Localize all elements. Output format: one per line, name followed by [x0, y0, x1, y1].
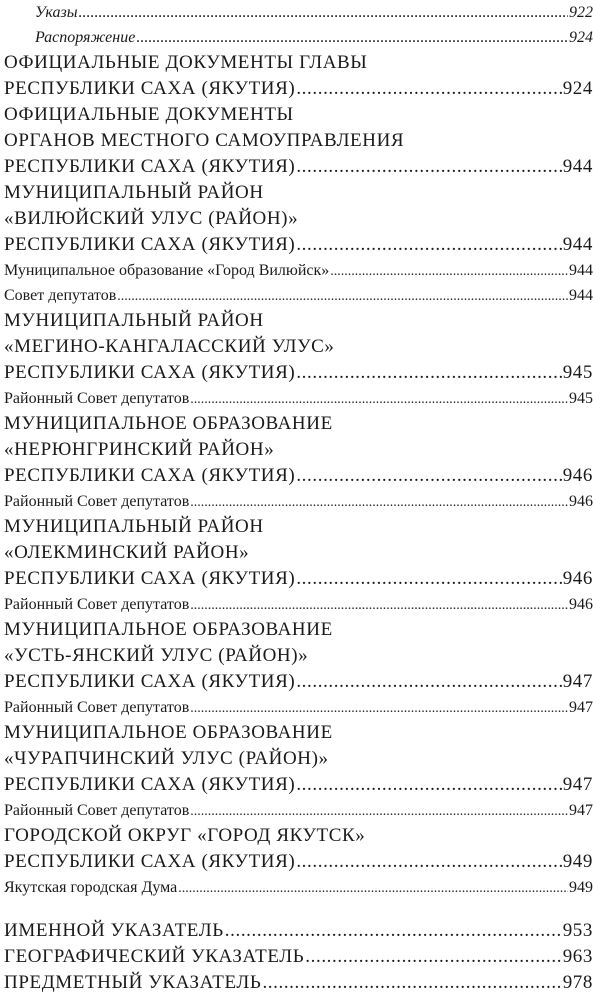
toc-entry-label: Совет депутатов: [4, 287, 117, 304]
toc-heading-line: [4, 128, 593, 154]
toc-page-number: 978: [562, 972, 593, 993]
toc-heading-line: [4, 180, 593, 206]
toc-page-number: 944: [562, 234, 593, 255]
toc-heading-line: [4, 437, 593, 463]
toc-heading-line: [4, 514, 593, 540]
toc-entry: [4, 154, 593, 180]
toc-entry-label: Районный Совет депутатов: [4, 699, 190, 716]
toc-page-number: 945: [562, 362, 593, 383]
toc-entry-label: МУНИЦИПАЛЬНЫЙ РАЙОН: [4, 310, 264, 331]
toc-entry-label: РЕСПУБЛИКИ САХА (ЯКУТИЯ): [4, 671, 296, 692]
toc-heading-line: [4, 334, 593, 360]
section-spacer: [4, 900, 593, 918]
toc-entry: [4, 360, 593, 386]
toc-entry: [4, 258, 593, 283]
toc-page-number: 953: [562, 920, 593, 941]
toc-page-number: 944: [562, 156, 593, 177]
toc-entry: [4, 566, 593, 592]
dot-leader: [296, 669, 561, 695]
toc-entry-label: ОФИЦИАЛЬНЫЕ ДОКУМЕНТЫ: [4, 104, 294, 125]
toc-heading-line: [4, 540, 593, 566]
toc-entry-label: РЕСПУБЛИКИ САХА (ЯКУТИЯ): [4, 78, 296, 99]
dot-leader: [296, 566, 561, 592]
toc-heading-line: [4, 102, 593, 128]
toc-entry-label: Муниципальное образование «Город Вилюйск»: [4, 262, 330, 279]
toc-heading-line: [4, 617, 593, 643]
toc-entry-label: РЕСПУБЛИКИ САХА (ЯКУТИЯ): [4, 465, 296, 486]
toc-entry-label: РЕСПУБЛИКИ САХА (ЯКУТИЯ): [4, 774, 296, 795]
toc-entry: [4, 798, 593, 823]
toc-entry: [4, 76, 593, 102]
toc-entry: [4, 386, 593, 411]
toc-entry-label: МУНИЦИПАЛЬНЫЙ РАЙОН: [4, 516, 264, 537]
toc-entry-label: ГОРОДСКОЙ ОКРУГ «ГОРОД ЯКУТСК»: [4, 825, 366, 846]
toc-heading-line: [4, 50, 593, 76]
toc-entry: [4, 0, 593, 25]
toc-page-number: 946: [569, 596, 593, 613]
dot-leader: [296, 154, 561, 180]
dot-leader: [296, 232, 561, 258]
toc-entry-label: «УСТЬ-ЯНСКИЙ УЛУС (РАЙОН)»: [4, 645, 309, 666]
toc-heading-line: [4, 720, 593, 746]
toc-entry: [4, 489, 593, 514]
toc-entry-label: «ОЛЕКМИНСКИЙ РАЙОН»: [4, 542, 250, 563]
toc-entry-label: ОРГАНОВ МЕСТНОГО САМОУПРАВЛЕНИЯ: [4, 130, 405, 151]
dot-leader: [190, 386, 568, 411]
toc-page-number: 946: [562, 568, 593, 589]
toc-entry: [4, 875, 593, 900]
toc-entry: [4, 669, 593, 695]
dot-leader: [190, 489, 568, 514]
toc-heading-line: [4, 643, 593, 669]
dot-leader: [296, 463, 561, 489]
toc-entry-label: «ЧУРАПЧИНСКИЙ УЛУС (РАЙОН)»: [4, 748, 329, 769]
toc-page-number: 949: [562, 851, 593, 872]
toc-entry-label: ИМЕННОЙ УКАЗАТЕЛЬ: [4, 920, 224, 941]
toc-heading-line: [4, 308, 593, 334]
toc-entry: [4, 918, 593, 944]
toc-entry-label: РЕСПУБЛИКИ САХА (ЯКУТИЯ): [4, 156, 296, 177]
toc-entry: [4, 849, 593, 875]
toc-page-number: 945: [569, 390, 593, 407]
dot-leader: [79, 0, 568, 25]
dot-leader: [296, 849, 561, 875]
toc-page-number: 947: [569, 802, 593, 819]
toc-page-number: 944: [569, 262, 593, 279]
toc-entry-label: МУНИЦИПАЛЬНЫЙ РАЙОН: [4, 182, 264, 203]
toc-entry: [4, 283, 593, 308]
toc-entry-label: ОФИЦИАЛЬНЫЕ ДОКУМЕНТЫ ГЛАВЫ: [4, 52, 368, 73]
dot-leader: [262, 970, 561, 996]
dot-leader: [296, 360, 561, 386]
toc-entry: [4, 772, 593, 798]
toc-entry-label: МУНИЦИПАЛЬНОЕ ОБРАЗОВАНИЕ: [4, 413, 333, 434]
toc-page-number: 947: [569, 699, 593, 716]
toc-heading-line: [4, 411, 593, 437]
toc-entry: [4, 695, 593, 720]
toc-entry: [4, 232, 593, 258]
toc-entry-label: Якутская городская Дума: [4, 879, 178, 896]
toc-heading-line: [4, 206, 593, 232]
toc-heading-line: [4, 746, 593, 772]
dot-leader: [296, 772, 561, 798]
toc-page-number: 947: [562, 671, 593, 692]
toc-entry-label: ГЕОГРАФИЧЕСКИЙ УКАЗАТЕЛЬ: [4, 946, 305, 967]
toc-entry-label: Распоряжение: [35, 29, 136, 46]
toc-heading-line: [4, 823, 593, 849]
toc-entry-label: «МЕГИНО-КАНГАЛАССКИЙ УЛУС»: [4, 336, 335, 357]
toc-entry-label: ПРЕДМЕТНЫЙ УКАЗАТЕЛЬ: [4, 972, 262, 993]
dot-leader: [296, 76, 561, 102]
toc-page-number: 922: [569, 4, 593, 21]
dot-leader: [136, 25, 568, 50]
dot-leader: [190, 695, 568, 720]
toc-entry-label: РЕСПУБЛИКИ САХА (ЯКУТИЯ): [4, 851, 296, 872]
dot-leader: [330, 258, 568, 283]
dot-leader: [178, 875, 568, 900]
toc-page-number: 949: [569, 879, 593, 896]
toc-entry-label: МУНИЦИПАЛЬНОЕ ОБРАЗОВАНИЕ: [4, 722, 333, 743]
toc-entry: [4, 463, 593, 489]
dot-leader: [305, 944, 561, 970]
toc-page-number: 924: [569, 29, 593, 46]
toc-entry-label: РЕСПУБЛИКИ САХА (ЯКУТИЯ): [4, 568, 296, 589]
toc-entry-label: Районный Совет депутатов: [4, 596, 190, 613]
dot-leader: [190, 798, 568, 823]
toc-entry-label: «НЕРЮНГРИНСКИЙ РАЙОН»: [4, 439, 275, 460]
toc-entry-label: Указы: [35, 4, 78, 21]
toc-page-number: 946: [562, 465, 593, 486]
toc-entry: [4, 970, 593, 996]
toc-entry-label: РЕСПУБЛИКИ САХА (ЯКУТИЯ): [4, 362, 296, 383]
toc-entry-label: «ВИЛЮЙСКИЙ УЛУС (РАЙОН)»: [4, 208, 299, 229]
dot-leader: [117, 283, 568, 308]
dot-leader: [190, 592, 568, 617]
toc-page-number: 944: [569, 287, 593, 304]
toc-entry-label: Районный Совет депутатов: [4, 493, 190, 510]
toc-entry: [4, 25, 593, 50]
toc-page-number: 924: [562, 78, 593, 99]
toc-entry-label: МУНИЦИПАЛЬНОЕ ОБРАЗОВАНИЕ: [4, 619, 333, 640]
toc-entry: [4, 944, 593, 970]
toc-entry: [4, 592, 593, 617]
toc-entry-label: Районный Совет депутатов: [4, 802, 190, 819]
toc-page-number: 963: [562, 946, 593, 967]
toc-entry-label: Районный Совет депутатов: [4, 390, 190, 407]
toc-entry-label: РЕСПУБЛИКИ САХА (ЯКУТИЯ): [4, 234, 296, 255]
dot-leader: [225, 918, 562, 944]
toc-page-number: 946: [569, 493, 593, 510]
toc-page-number: 947: [562, 774, 593, 795]
table-of-contents: [4, 0, 593, 996]
